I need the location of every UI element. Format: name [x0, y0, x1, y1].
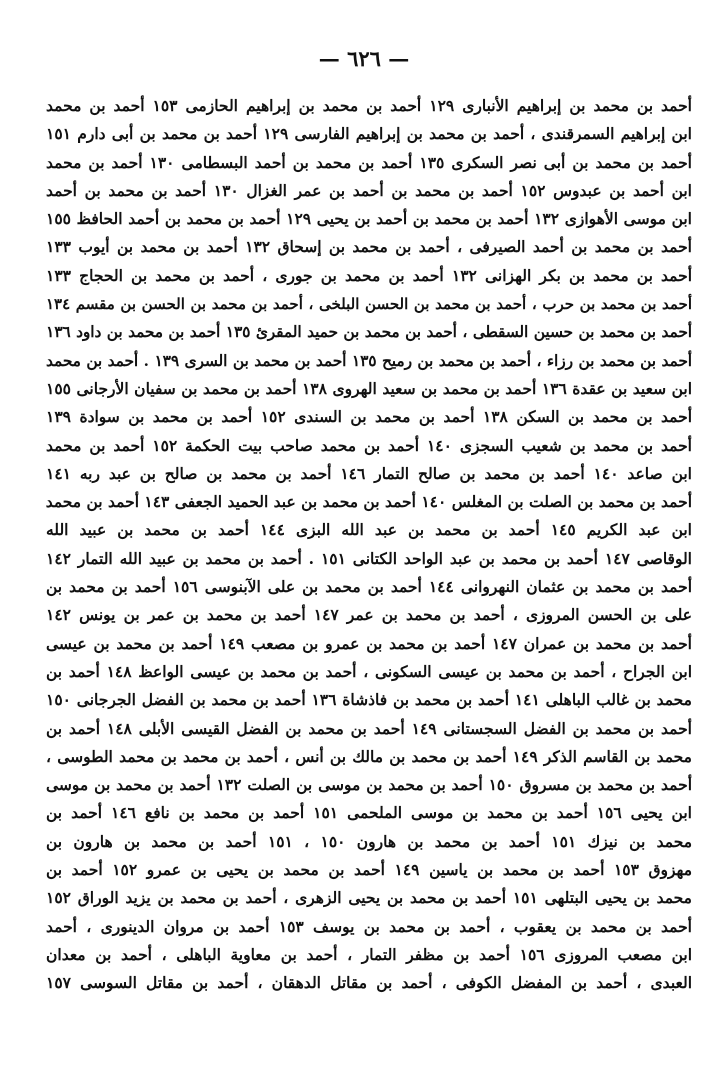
text-line: أحمد بن محمد بن عمران ١٤٧ أحمد بن محمد بن عمرو بن مصعب ١٤٩ أحمد بن محمد بن عيسى: [46, 633, 692, 653]
text-line: ابن صاعد ١٤٠ أحمد بن محمد بن صالح التمار ١٤٦ أحمد بن محمد بن صالح بن عبد ربه ١٤١: [46, 463, 692, 483]
text-line: أحمد بن محمد بن حسين السقطى ، أحمد بن محمد بن حميد المقرئ ١٣٥ أحمد بن محمد بن داود ١٣٦: [46, 323, 692, 342]
text-line: أحمد بن محمد بن أبى نصر السكرى ١٣٥ أحمد بن محمد بن أحمد البسطامى ١٣٠ أحمد بن محمد: [46, 152, 692, 172]
text-line: ابن أحمد بن عبدوس ١٥٢ أحمد بن محمد بن أحمد بن عمر الغزال ١٣٠ أحمد بن محمد بن أحمد: [46, 180, 692, 200]
text-line: ابن عبد الكريم ١٤٥ أحمد بن محمد بن عبد الله البزى ١٤٤ أحمد بن محمد بن عبيد الله: [46, 520, 692, 540]
text-line: أحمد بن محمد بن رزاء ، أحمد بن محمد بن رميح ١٣٥ أحمد بن محمد بن السرى ١٣٩ . أحمد بن محمد: [46, 351, 692, 370]
text-line: أحمد بن محمد بن يعقوب ، أحمد بن محمد بن يوسف ١٥٣ أحمد بن مروان الدينورى ، أحمد: [46, 916, 692, 936]
page-number: — ٦٢٦ —: [318, 46, 410, 71]
text-line: أحمد بن محمد بن الفضل السجستانى ١٤٩ أحمد بن محمد بن الفضل القيسى الأبلى ١٤٨ أحمد بن: [46, 718, 692, 738]
text-line: مهزوق ١٥٣ أحمد بن محمد بن ياسين ١٤٩ أحمد بن محمد بن يحيى بن عمرو ١٥٢ أحمد بن: [46, 860, 692, 880]
text-line: العبدى ، أحمد بن المفضل الكوفى ، أحمد بن مقاتل الدهقان ، أحمد بن مقاتل السوسى ١٥٧: [46, 973, 692, 993]
text-line: على بن الحسن المروزى ، أحمد بن محمد بن عمر ١٤٧ أحمد بن محمد بن عمر بن يونس ١٤٢: [46, 605, 692, 625]
text-line: أحمد بن محمد بن شعيب السجزى ١٤٠ أحمد بن محمد صاحب بيت الحكمة ١٥٢ أحمد بن محمد: [46, 435, 692, 455]
text-line: أحمد بن محمد بن أحمد الصيرفى ، أحمد بن محمد بن إسحاق ١٣٢ أحمد بن محمد بن أيوب ١٣٣: [46, 237, 692, 257]
text-line: أحمد بن محمد بن السكن ١٣٨ أحمد بن محمد بن السندى ١٥٢ أحمد بن محمد بن سوادة ١٣٩: [46, 407, 692, 427]
text-line: أحمد بن محمد بن إبراهيم الأنبارى ١٢٩ أحمد بن محمد بن إبراهيم الحازمى ١٥٣ أحمد بن محمد: [46, 96, 692, 115]
text-line: ابن موسى الأهوازى ١٣٢ أحمد بن محمد بن أحمد بن يحيى ١٢٩ أحمد بن محمد بن أحمد الحافظ ١٥٥: [46, 209, 692, 229]
text-line: ابن إبراهيم السمرقندى ، أحمد بن محمد بن إبراهيم الفارسى ١٢٩ أحمد بن محمد بن أبى دارم ١٥١: [46, 124, 692, 144]
text-line: الوقاصى ١٤٧ أحمد بن محمد بن عبد الواحد الكتانى ١٥١ . أحمد بن محمد بن عبيد الله التمار ١٤٢: [46, 548, 692, 568]
text-line: أحمد بن محمد بن بكر الهزانى ١٣٢ أحمد بن محمد بن جورى ، أحمد بن محمد بن الحجاج ١٣٣: [46, 265, 692, 285]
index-text-block: [46, 92, 692, 998]
text-line: ابن سعيد بن عقدة ١٣٦ أحمد بن محمد بن سعيد الهروى ١٣٨ أحمد بن محمد بن سفيان الأرجانى ١٥٥: [46, 378, 692, 398]
text-line: محمد بن يحيى البتلهى ١٥١ أحمد بن محمد بن يحيى الزهرى ، أحمد بن محمد بن يزيد الوراق ١٥٢: [46, 888, 692, 908]
text-line: ابن الجراح ، أحمد بن محمد بن عيسى السكونى ، أحمد بن محمد بن عيسى الواعظ ١٤٨ أحمد بن: [46, 661, 692, 681]
text-line: ابن مصعب المروزى ١٥٦ أحمد بن مظفر التمار ، أحمد بن معاوية الباهلى ، أحمد بن معدان: [46, 944, 692, 964]
text-line: أحمد بن محمد بن مسروق ١٥٠ أحمد بن محمد بن موسى بن الصلت ١٣٢ أحمد بن محمد بن موسى: [46, 775, 692, 795]
text-line: ابن يحيى ١٥٦ أحمد بن محمد بن موسى الملحمى ١٥١ أحمد بن محمد بن نافع ١٤٦ أحمد بن: [46, 803, 692, 823]
text-line: أحمد بن محمد بن عثمان النهروانى ١٤٤ أحمد بن محمد بن على الآبنوسى ١٥٦ أحمد بن محمد بن: [46, 577, 692, 597]
text-line: محمد بن القاسم الذكر ١٤٩ أحمد بن محمد بن مالك بن أنس ، أحمد بن محمد بن محمد الطوسى ،: [46, 746, 692, 766]
text-line: محمد بن نيزك ١٥١ أحمد بن محمد بن هارون ١٥٠ ، ١٥١ أحمد بن محمد بن هارون بن: [46, 831, 692, 851]
text-line: أحمد بن محمد بن حرب ، أحمد بن محمد بن الحسن البلخى ، أحمد بن محمد بن الحسن بن مقسم ١٣٤: [46, 295, 692, 314]
text-line: محمد بن غالب الباهلى ١٤١ أحمد بن محمد بن فاذشاة ١٣٦ أحمد بن محمد بن الفضل الجرجانى ١٥٠: [46, 690, 692, 710]
text-line: أحمد بن محمد بن الصلت بن المغلس ١٤٠ أحمد بن محمد بن عبد الحميد الجعفى ١٤٣ أحمد بن محمد: [46, 492, 692, 512]
